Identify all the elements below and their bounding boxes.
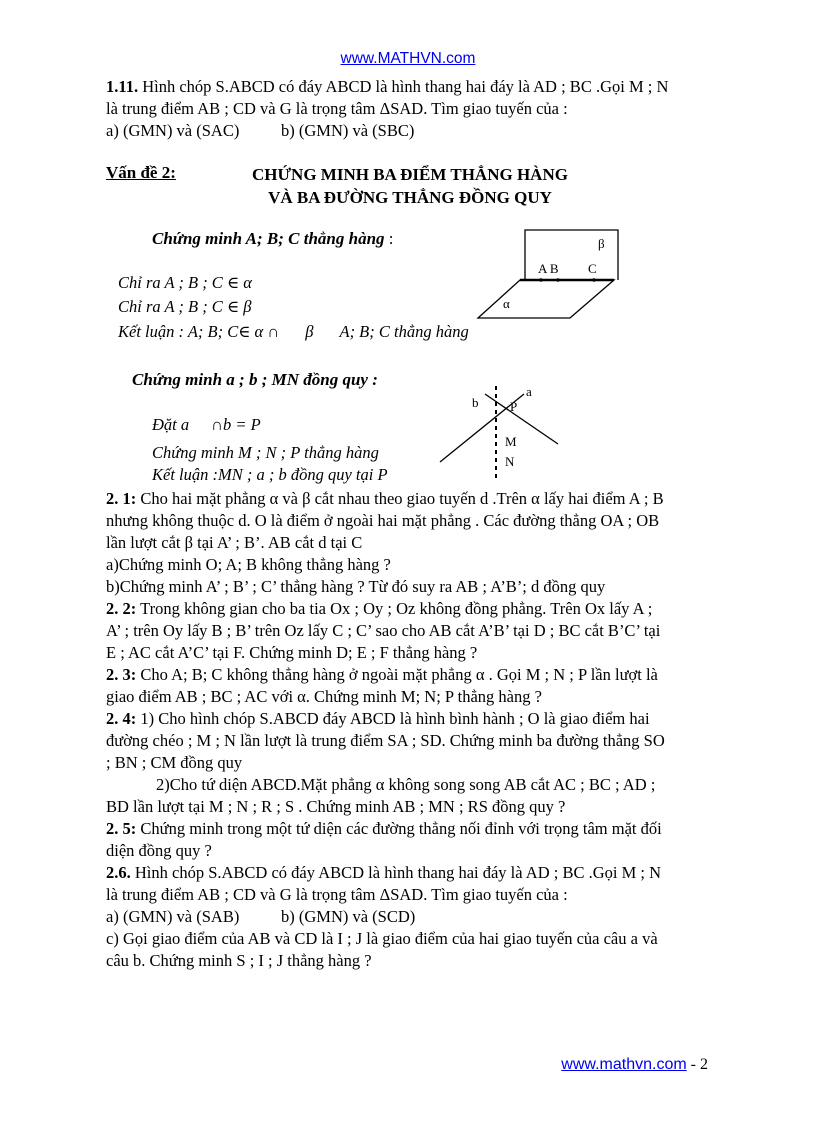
exercise-text: Hình chóp S.ABCD có đáy ABCD là hình thang hai đáy là AD ; BC .Gọi M ; N	[138, 77, 669, 96]
label-ab: A B	[538, 261, 559, 276]
exercise-1-11	[106, 76, 711, 142]
collinear-step-3: Kết luận : A; B; C∈ α ∩ β A; B; C thẳng hàng	[118, 322, 469, 341]
concurrent-step-3: Kết luận :MN ; a ; b đồng quy tại P	[152, 465, 388, 484]
concurrent-step-1: Đặt a ∩b = P	[152, 415, 261, 434]
exercise-2-4: 2. 4: 1) Cho hình chóp S.ABCD đáy ABCD là hình bình hành ; O là giao điểm hai đường chéo ; M ; N lần lượt là trung điểm SA ; SD. Chứng minh ba đường thẳng SO ; BN ; CM đồng quy 2)Cho tứ diện ABCD.Mặt phẳng α không song song AB cắt AC ; BC ; AD ; BD lần lượt tại M ; N ; R ; S . Chứng minh AB ; MN ; RS đồng quy ?	[106, 709, 665, 816]
concurrent-lines-figure	[430, 380, 570, 480]
concurrent-heading: Chứng minh a ; b ; MN đồng quy :	[132, 370, 378, 389]
section-title-line2: VÀ BA ĐƯỜNG THẲNG ĐỒNG QUY	[268, 188, 552, 207]
label-n: N	[505, 454, 515, 469]
label-alpha: α	[503, 296, 510, 311]
collinear-heading: Chứng minh A; B; C thẳng hàng :	[152, 229, 394, 248]
sub-question-a: a) (GMN) và (SAC)	[106, 121, 240, 140]
exercise-2-6: 2.6. Hình chóp S.ABCD có đáy ABCD là hình thang hai đáy là AD ; BC .Gọi M ; N là trung điểm AB ; CD và G là trọng tâm ΔSAD. Tìm giao tuyến của : a) (GMN) và (SAB) b) (GMN) và (SCD) c) Gọi giao điểm của AB và CD là I ; J là giao điểm của hai giao tuyến của câu a và câu b. Chứng minh S ; I ; J thẳng hàng ?	[106, 863, 662, 970]
label-a: a	[526, 384, 532, 399]
section-label: Vấn đề 2:	[106, 163, 176, 182]
label-c: C	[588, 261, 597, 276]
section-title-line1: CHỨNG MINH BA ĐIỂM THẲNG HÀNG	[252, 165, 568, 184]
exercise-2-3: 2. 3: Cho A; B; C không thẳng hàng ở ngoài mặt phẳng α . Gọi M ; N ; P lần lượt là giao điểm AB ; BC ; AC với α. Chứng minh M; N; P thẳng hàng ?	[106, 665, 658, 706]
label-m: M	[505, 434, 517, 449]
exercise-number: 1.11.	[106, 77, 139, 96]
plane-alpha-outline	[478, 280, 614, 318]
exercise-2-1: 2. 1: Cho hai mặt phẳng α và β cắt nhau theo giao tuyến d .Trên α lấy hai điểm A ; B nhưng không thuộc d. O là điểm ở ngoài hai mặt phẳng . Các đường thẳng OA ; OB lần lượt cắt β tại A’ ; B’. AB cắt d tại C a)Chứng minh O; A; B không thẳng hàng ? b)Chứng minh A’ ; B’ ; C’ thẳng hàng ? Từ đó suy ra AB ; A’B’; d đồng quy	[106, 489, 664, 596]
exercise-2-5: 2. 5: Chứng minh trong một tứ diện các đường thẳng nối đỉnh với trọng tâm mặt đối diện đồng quy ?	[106, 819, 662, 860]
concurrent-step-2: Chứng minh M ; N ; P thẳng hàng	[152, 443, 379, 462]
footer-site-link[interactable]: www.mathvn.com	[561, 1056, 687, 1073]
footer	[561, 1056, 708, 1074]
point-a	[539, 278, 543, 282]
label-beta: β	[598, 236, 605, 251]
collinear-step-1: Chỉ ra A ; B ; C ∈ α	[118, 273, 252, 292]
point-c	[592, 278, 596, 282]
page-number: - 2	[686, 1056, 708, 1073]
section-title	[230, 163, 590, 209]
sub-question-b: b) (GMN) và (SBC)	[281, 121, 415, 140]
header-site-link[interactable]: www.MATHVN.com	[340, 50, 476, 67]
exercise-text: là trung điểm AB ; CD và G là trọng tâm ΔSAD. Tìm giao tuyến của :	[106, 99, 568, 118]
intersecting-planes-figure	[470, 222, 630, 328]
collinear-step-2: Chỉ ra A ; B ; C ∈ β	[118, 297, 252, 316]
point-b	[556, 278, 560, 282]
exercise-2-2: 2. 2: Trong không gian cho ba tia Ox ; Oy ; Oz không đồng phẳng. Trên Ox lấy A ; A’ ; trên Oy lấy B ; B’ trên Oz lấy C ; C’ sao cho AB cắt A’B’ tại D ; BC cắt B’C’ tại E ; AC cắt A’C’ tại F. Chứng minh D; E ; F thẳng hàng ?	[106, 599, 661, 662]
label-b: b	[472, 395, 479, 410]
label-p: P	[510, 399, 518, 414]
